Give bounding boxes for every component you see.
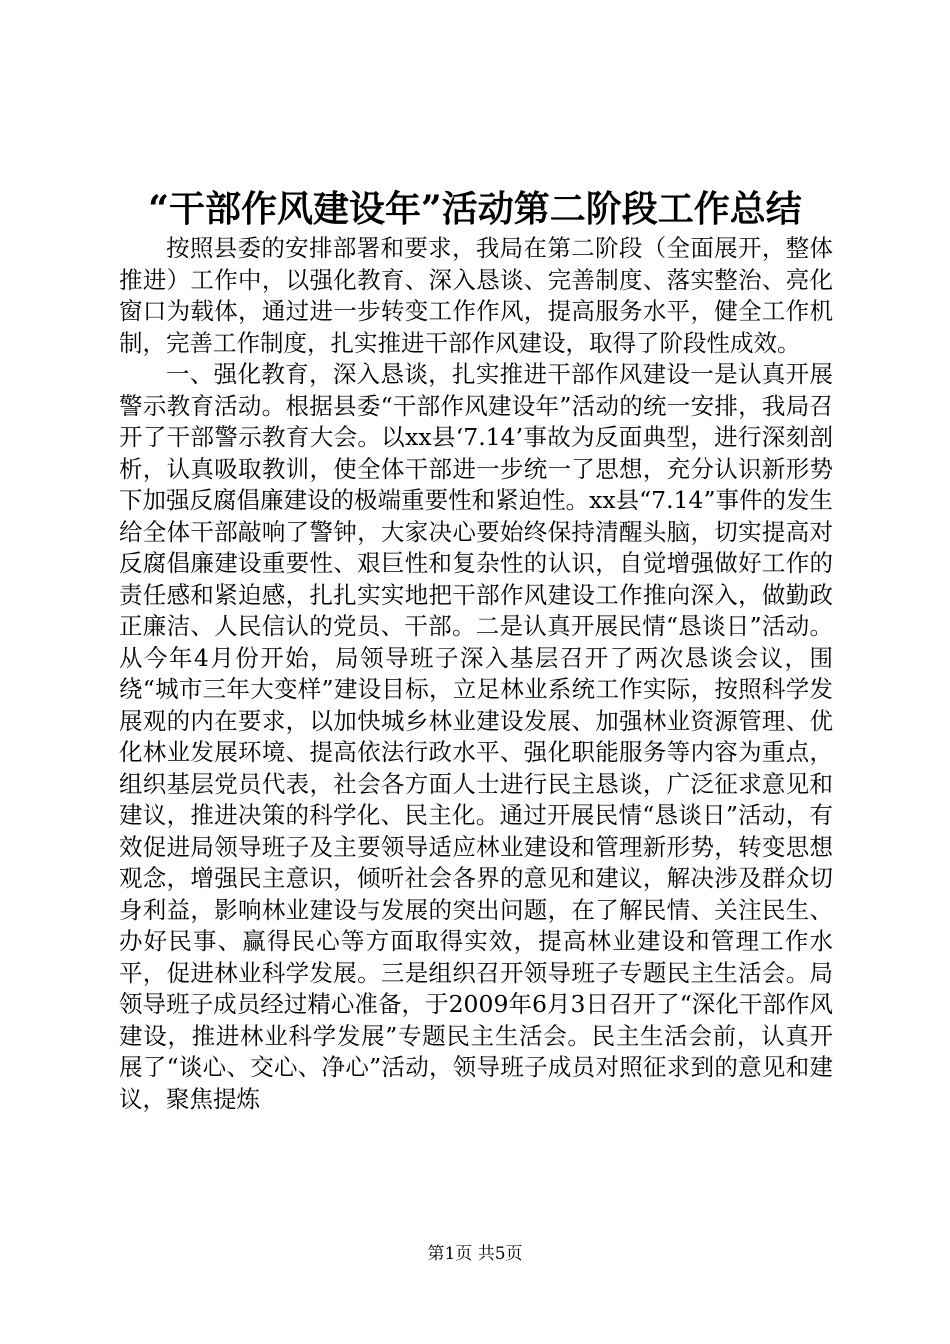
page-footer: [0, 1243, 950, 1265]
document-title: “干部作风建设年”活动第二阶段工作总结: [148, 188, 802, 230]
paragraph-section-one: 一、强化教育，深入恳谈，扎实推进干部作风建设一是认真开展警示教育活动。根据县委“干部作风建设年”活动的统一安排，我局召开了干部警示教育大会。以xx县‘7.14’事故为反面典型，进行深刻剖析，认真吸取教训，使全体干部进一步统一了思想，充分认识新形势下加强反腐倡廉建设的极端重要性和紧迫性。xx县“7.14”事件的发生给全体干部敲响了警钟，大家决心要始终保持清醒头脑，切实提高对反腐倡廉建设重要性、艰巨性和复杂性的认识，自觉增强做好工作的责任感和紧迫感，扎扎实实地把干部作风建设工作推向深入，做勤政正廉洁、人民信认的党员、干部。二是认真开展民情“恳谈日”活动。从今年4月份开始，局领导班子深入基层召开了两次恳谈会议，围绕“城市三年大变样”建设目标，立足林业系统工作实际，按照科学发展观的内在要求，以加快城乡林业建设发展、加强林业资源管理、优化林业发展环境、提高依法行政水平、强化职能服务等内容为重点，组织基层党员代表，社会各方面人士进行民主恳谈，广泛征求意见和建议，推进决策的科学化、民主化。通过开展民情“恳谈日”活动，有效促进局领导班子及主要领导适应林业建设和管理新形势，转变思想观念，增强民主意识，倾听社会各界的意见和建议，解决涉及群众切身利益，影响林业建设与发展的突出问题，在了解民情、关注民生、办好民事、赢得民心等方面取得实效，提高林业建设和管理工作水平，促进林业科学发展。三是组织召开领导班子专题民主生活会。局领导班子成员经过精心准备，于2009年6月3日召开了“深化干部作风建设，推进林业科学发展”专题民主生活会。民主生活会前，认真开展了“谈心、交心、净心”活动，领导班子成员对照征求到的意见和建议，聚焦提炼: [119, 360, 833, 1113]
paragraph-intro: 按照县委的安排部署和要求，我局在第二阶段（全面展开，整体推进）工作中，以强化教育、深入恳谈、完善制度、落实整治、亮化窗口为载体，通过进一步转变工作作风，提高服务水平，健全工作机制，完善工作制度，扎实推进干部作风建设，取得了阶段性成效。: [119, 234, 833, 357]
page-number: 第1页 共5页: [427, 1244, 523, 1264]
document-body: [119, 233, 833, 1115]
